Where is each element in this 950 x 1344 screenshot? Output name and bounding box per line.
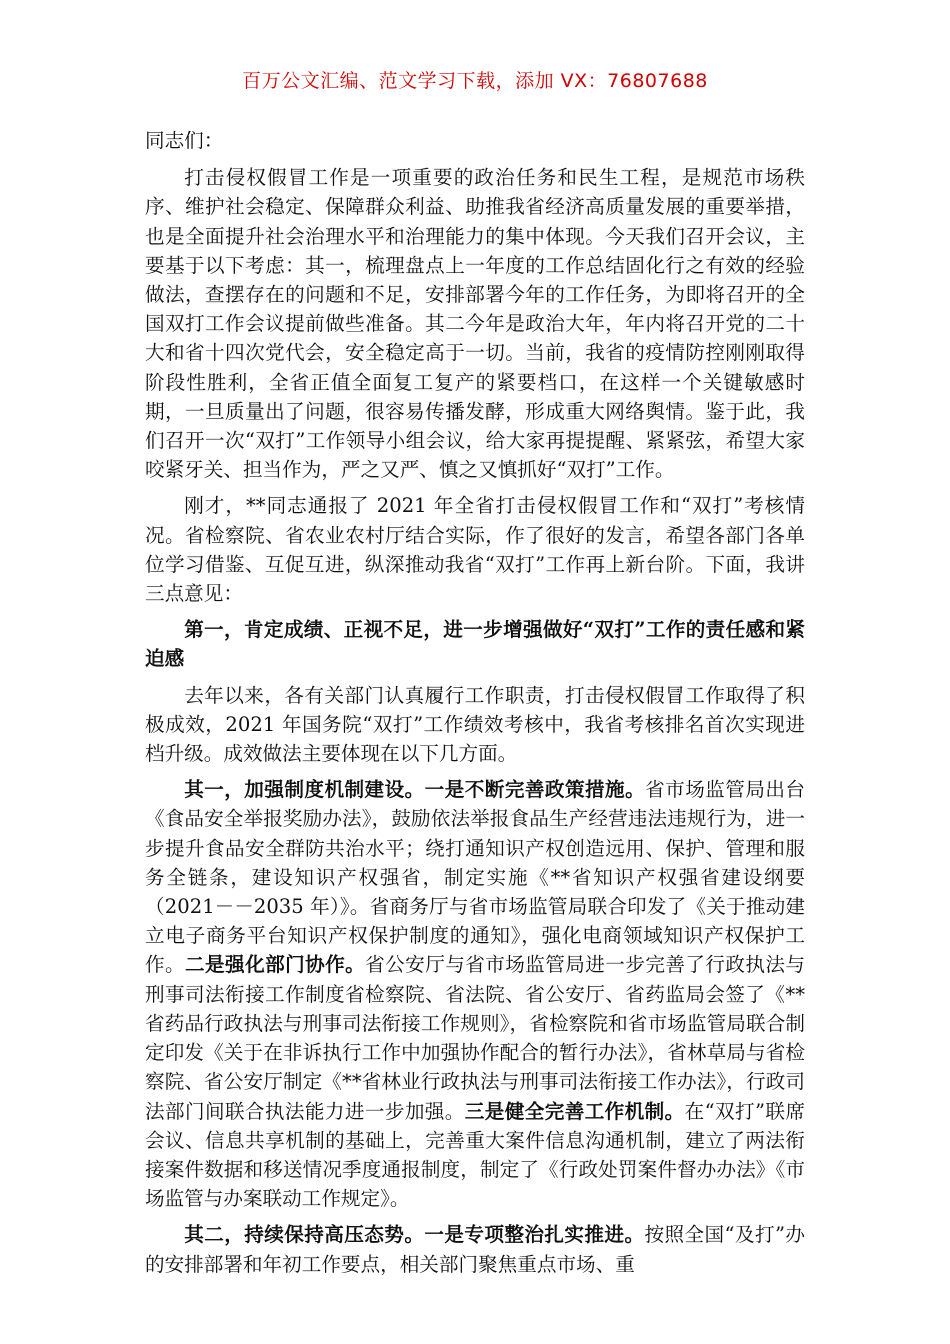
subheading-institution: 其一，加强制度机制建设。一是不断完善政策措施。 [184, 778, 646, 802]
subheading-high-pressure: 其二，持续保持高压态势。一是专项整治扎实推进。 [184, 1223, 645, 1247]
text-high-pressure: 按照全国“及打”办的安排部署和年初工作要点，相关部门聚焦重点市场、重 [145, 1223, 806, 1276]
paragraph-overview: 刚才，**同志通报了 2021 年全省打击侵权假冒工作和“双打”考核情况。省检察院、省农业农村厅结合实际，作了很好的发言，希望各部门各单位学习借鉴、互促互进，纵深推动我省“双打”工作再上新台阶。下面，我讲三点意见： [145, 494, 805, 606]
paragraph-achievements: 去年以来，各有关部门认真履行工作职责，打击侵权假冒工作取得了积极成效，2021 年国务院“双打”工作绩效考核中，我省考核排名首次实现进档升级。成效做法主要体现在以下几方面。 [145, 683, 805, 766]
subheading-coordination: 二是强化部门协作。 [185, 953, 366, 977]
section-heading-1: 第一，肯定成绩、正视不足，进一步增强做好“双打”工作的责任感和紧迫感 [145, 618, 805, 671]
watermark-header: 百万公文汇编、范文学习下载，添加 VX：76807688 [242, 70, 708, 92]
text-mechanism: 在“双打”联席会议、信息共享机制的基础上，完善重大案件信息沟通机制，建立了两法衔接案件数据和移送情况季度通报制度，制定了《行政处罚案件督办办法》《市场监管与办案联动工作规定》。 [145, 1099, 805, 1211]
subheading-mechanism: 三是健全完善工作机制。 [464, 1099, 685, 1123]
paragraph-institution-building [145, 775, 805, 1213]
text-policy-measures: 省市场监管局出台《食品安全举报奖励办法》，鼓励依法举报食品生产经营违法违规行为，进一步提升食品安全群防共治水平；绕打通知识产权创造远用、保护、管理和服务全链条，建设知识产权强省，制定实施《**省知识产权强省建设纲要（2021－－2035 年）》。省商务厅与省市场监管局联合印发了《关于推动建立电子商务平台知识产权保护制度的通知》，强化电商领域知识产权保护工作。 [145, 778, 806, 977]
text-coordination: 省公安厅与省市场监管局进一步完善了行政执法与刑事司法衔接工作制度省检察院、省法院、省公安厅、省药监局会签了《**省药品行政执法与刑事司法衔接工作规则》，省检察院和省市场监管局联合制定印发《关于在非诉执行工作中加强协作配合的暂行办法》，省林草局与省检察院、省公安厅制定《**省林业行政执法与刑事司法衔接工作办法》，行政司法部门间联合执法能力进一步加强。 [145, 953, 806, 1123]
document-body [145, 126, 805, 1286]
paragraph-high-pressure [145, 1220, 805, 1278]
greeting: 同志们： [145, 129, 224, 152]
paragraph-intro: 打击侵权假冒工作是一项重要的政治任务和民生工程，是规范市场秩序、维护社会稳定、保障群众利益、助推我省经济高质量发展的重要举措，也是全面提升社会治理水平和治理能力的集中体现。今天我们召开会议，主要基于以下考虑：其一，梳理盘点上一年度的工作总结固化行之有效的经验做法，查摆存在的问题和不足，安排部署今年的工作任务，为即将召开的全国双打工作会议提前做些准备。其二今年是政治大年，年内将召开党的二十大和省十四次党代会，安全稳定高于一切。当前，我省的疫情防控刚刚取得阶段性胜利，全省正值全面复工复产的紧要档口，在这样一个关键敏感时期，一旦质量出了问题，很容易传播发酵，形成重大网络舆情。鉴于此，我们召开一次“双打”工作领导小组会议，给大家再提提醒、紧紧弦，希望大家咬紧牙关、担当作为，严之又严、慎之又慎抓好“双打”工作。 [145, 166, 805, 482]
